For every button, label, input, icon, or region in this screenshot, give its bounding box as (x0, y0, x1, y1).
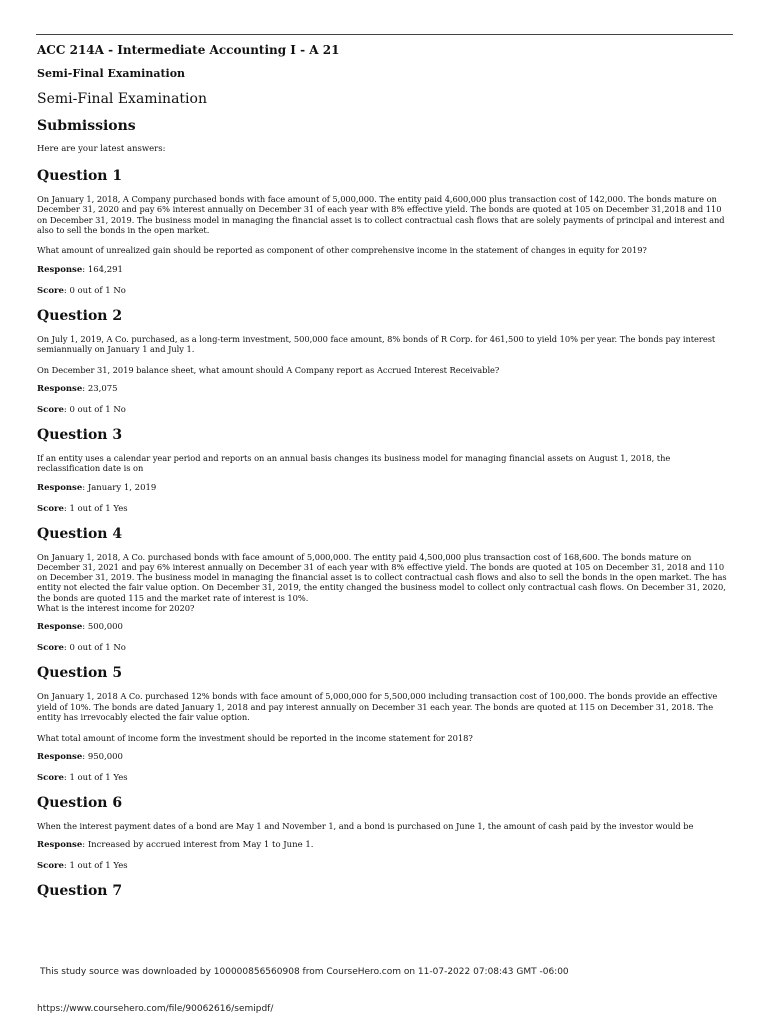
question-text: On January 1, 2018, A Co. purchased bonds with face amount of 5,000,000. The entity paid 4,500,000 plus transaction cost of 168,600. The bonds mature on December 31, 2021 and pay 6% interest annually on December 31 of each year with 8% effective yield. The bonds are quoted at 105 on December 31, 2018 and 110 on December 31, 2019. The business model in managing the financial asset is to collect contractual cash flows and also to sell the bonds in the open market. The has entity not elected the fair value option. On December 31, 2019, the entity changed the business model to collect only contractual cash flows. On December 31, 2020, the bonds are quoted 115 and the market rate of interest is 10%. What is the interest income for 2020? (37, 551, 727, 614)
question-text: On January 1, 2018, A Company purchased bonds with face amount of 5,000,000. The entity paid 4,600,000 plus transaction cost of 142,000. The bonds mature on December 31, 2020 and pay 6% interest annually on December 31 of each year with 8% effective yield. The bonds are quoted at 105 on December 31,2018 and 110 on December 31, 2019. The business model in managing the financial asset is to collect contractual cash flows that are solely payments of principal and interest and also to sell the bonds in the open market. What amount of unrealized gain should be reported as component of other comprehensive income in the statement of changes in equity for 2019? (37, 194, 725, 256)
question-heading: Question 7 (37, 883, 123, 900)
question-block (37, 426, 733, 515)
score-value: : 0 out of 1 No (63, 285, 126, 296)
response-line (37, 752, 733, 763)
question-block (37, 307, 733, 416)
question-block (37, 794, 733, 872)
submissions-heading: Submissions (37, 118, 136, 134)
score-label: Score (37, 404, 64, 415)
exam-subtitle: Semi-Final Examination (37, 67, 186, 80)
response-label: Response (37, 264, 83, 275)
response-line (37, 384, 733, 395)
download-source-note: This study source was downloaded by 100000856560908 from CourseHero.com on 11-07-2022 07:08:43 GMT -06:00 (40, 967, 569, 977)
question-block (37, 882, 733, 900)
response-value: : 164,291 (82, 264, 123, 275)
question-text: On July 1, 2019, A Co. purchased, as a long-term investment, 500,000 face amount, 8% bonds of R Corp. for 461,500 to yield 10% per year. The bonds pay interest semiannually on January 1 and July 1. On December 31, 2019 balance sheet, what amount should A Company report as Accrued Interest Receivable? (37, 333, 716, 375)
score-line (37, 405, 733, 416)
score-label: Score (37, 285, 64, 296)
response-value: : Increased by accrued interest from May 1 to June 1. (82, 840, 314, 851)
page-url[interactable]: https://www.coursehero.com/file/90062616/semipdf/ (37, 1004, 274, 1014)
course-title: ACC 214A - Intermediate Accounting I - A 21 (37, 43, 340, 57)
response-label: Response (37, 840, 83, 851)
question-block (37, 664, 733, 783)
score-line (37, 773, 733, 784)
score-label: Score (37, 772, 64, 783)
score-label: Score (37, 643, 64, 654)
response-line (37, 265, 733, 276)
exam-title: Semi-Final Examination (37, 91, 207, 107)
response-label: Response (37, 622, 83, 633)
question-heading: Question 6 (37, 794, 123, 811)
response-line (37, 483, 733, 494)
response-value: : 500,000 (82, 622, 123, 633)
response-line (37, 622, 733, 633)
score-line (37, 286, 733, 297)
score-line (37, 861, 733, 872)
top-divider (36, 34, 733, 35)
response-label: Response (37, 383, 83, 394)
score-value: : 0 out of 1 No (63, 643, 126, 654)
question-text: On January 1, 2018 A Co. purchased 12% bonds with face amount of 5,000,000 for 5,500,000 including transaction cost of 100,000. The bonds provide an effective yield of 10%. The bonds are dated January 1, 2018 and pay interest annually on December 31 each year. The bonds are quoted at 115 on December 31, 2018. The entity has irrevocably elected the fair value option. What total amount of income form the investment should be reported in the income statement for 2018? (37, 691, 718, 743)
score-line (37, 643, 733, 654)
response-value: : 950,000 (82, 751, 123, 762)
response-label: Response (37, 482, 83, 493)
submission-document (37, 42, 733, 909)
question-heading: Question 5 (37, 665, 123, 682)
score-value: : 0 out of 1 No (63, 404, 126, 415)
score-value: : 1 out of 1 Yes (63, 772, 128, 783)
question-heading: Question 2 (37, 307, 123, 324)
response-value: : 23,075 (82, 383, 118, 394)
question-text: When the interest payment dates of a bond are May 1 and November 1, and a bond is purchased on June 1, the amount of cash paid by the investor would be (37, 820, 694, 831)
question-heading: Question 4 (37, 525, 123, 542)
question-block (37, 525, 733, 655)
question-heading: Question 3 (37, 426, 123, 443)
score-value: : 1 out of 1 Yes (63, 503, 128, 514)
score-label: Score (37, 861, 64, 872)
score-value: : 1 out of 1 Yes (63, 861, 128, 872)
response-label: Response (37, 751, 83, 762)
question-text: If an entity uses a calendar year period and reports on an annual basis changes its business model for managing financial assets on August 1, 2018, the reclassification date is on (37, 452, 671, 474)
response-line (37, 840, 733, 851)
score-line (37, 504, 733, 515)
score-label: Score (37, 503, 64, 514)
response-value: : January 1, 2019 (82, 482, 157, 493)
question-heading: Question 1 (37, 168, 123, 184)
intro-text: Here are your latest answers: (37, 144, 166, 154)
question-block (37, 167, 733, 297)
